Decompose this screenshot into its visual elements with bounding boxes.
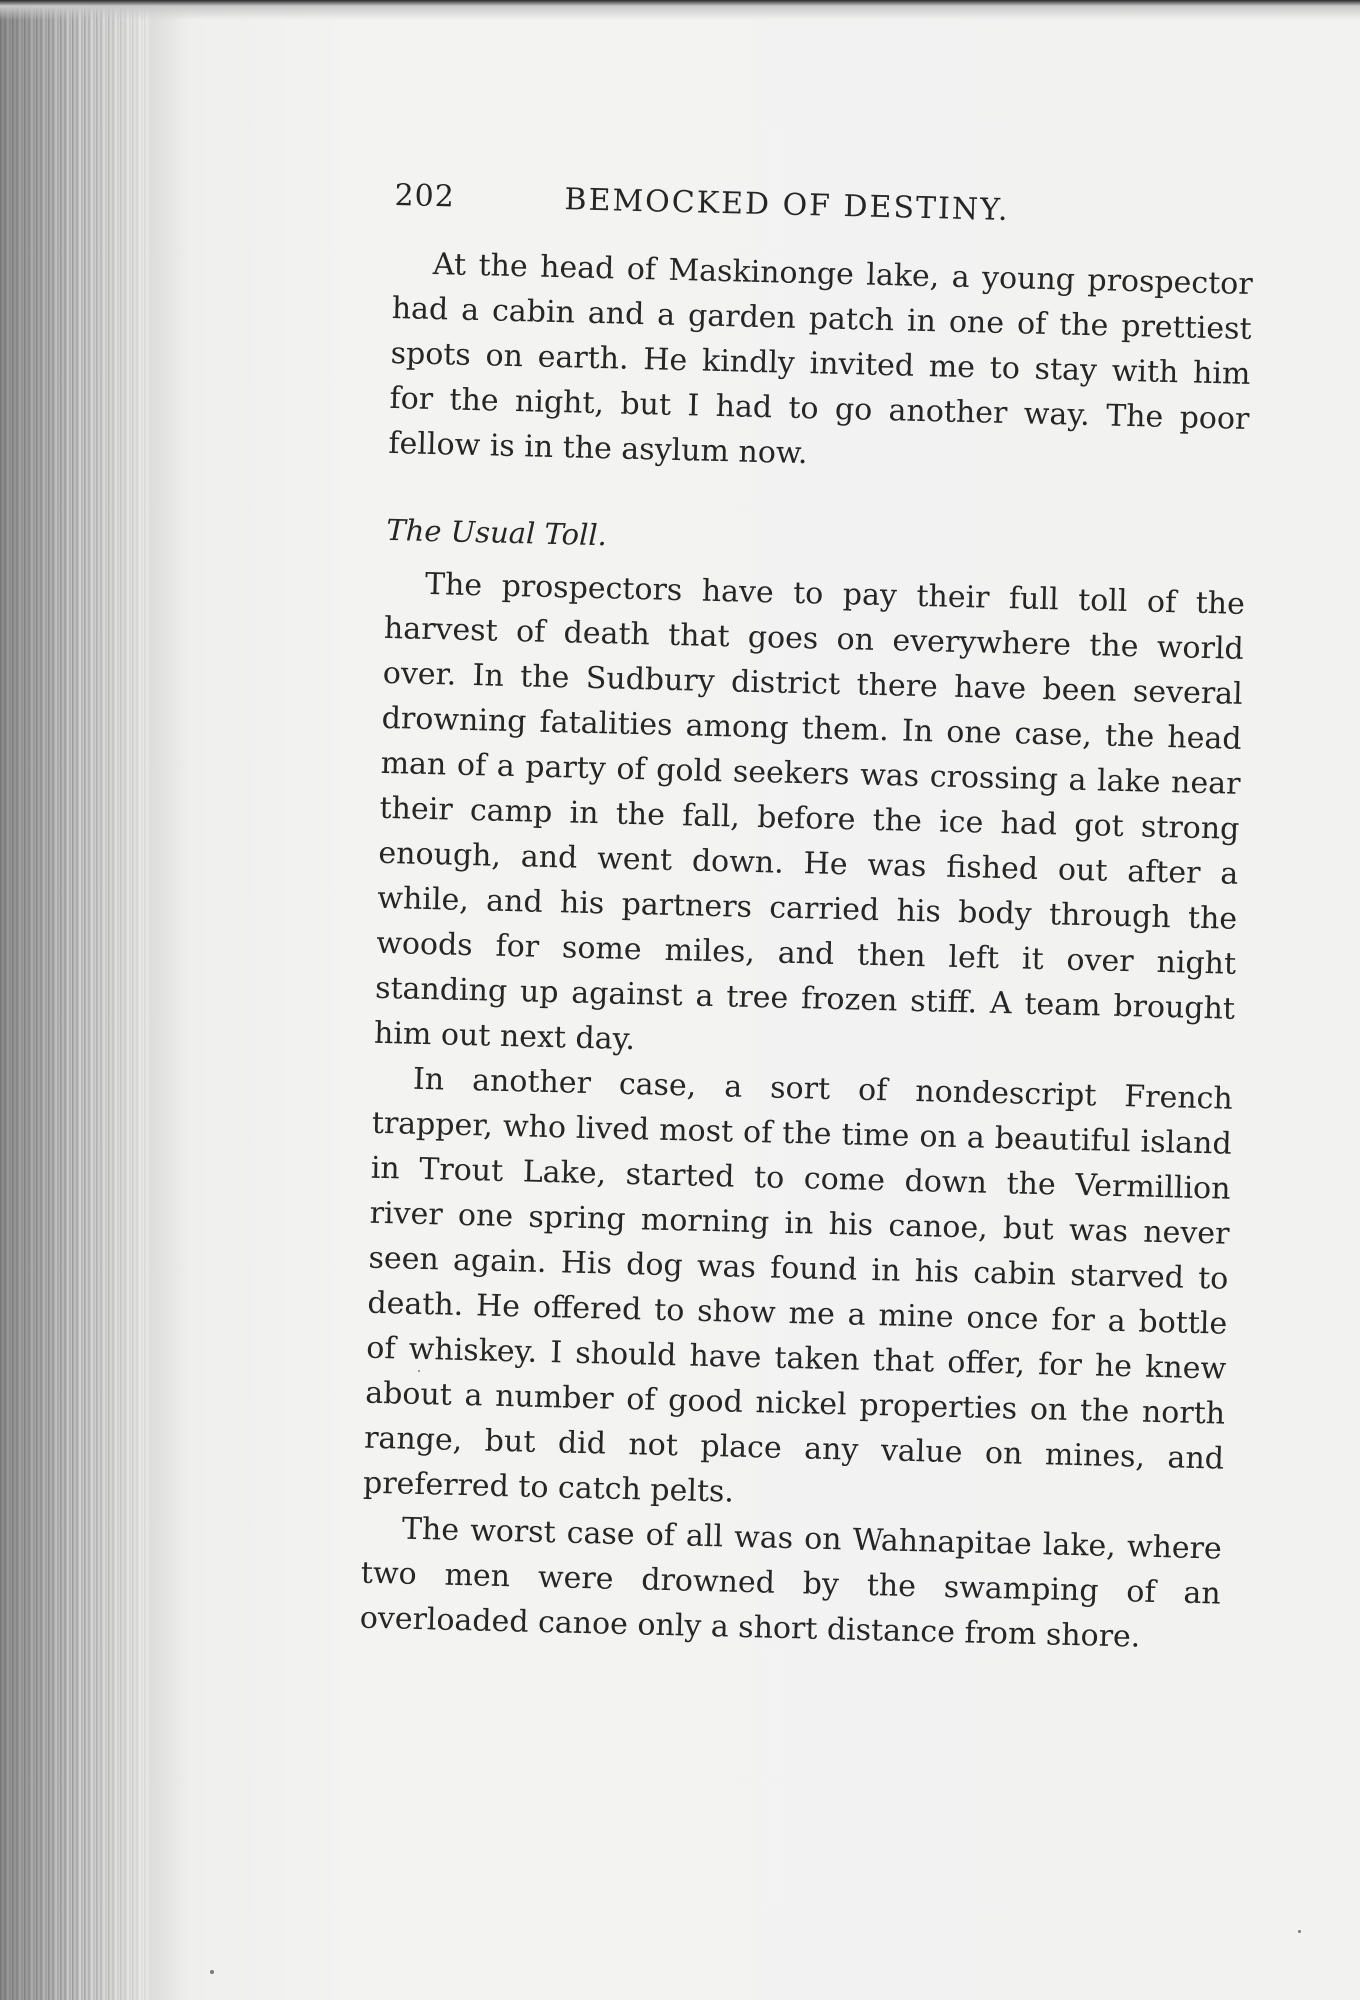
paragraph-maskinonge: At the head of Maskinonge lake, a young prospector had a cabin and a garden patch in one of the prettiest spots on earth. He kindly invited me to stay with him for the night, but I had to go another way. The poor fellow is in the asylum now. (388, 246, 1254, 472)
paragraph-french-trapper: In another case, a sort of nondescript French trapper, who lived most of the time on a beautiful island in Trout Lake, started to come down the Vermillion river one spring morning in his canoe, but was never seen again. His dog was found in his cabin starved to death. He offered to show me a mine once for a bottle of whiskey. I should have taken that offer, for he knew about a number of good nickel properties on the north range, but did not place any value on mines, and preferred to catch pelts. (362, 1061, 1234, 1510)
scan-top-shadow (0, 0, 1360, 20)
page-text (359, 178, 1254, 1662)
page-number: 202 (394, 178, 456, 215)
paragraph-wahnapitae: The worst case of all was on Wahnapitae lake, where two men were drowned by the swamping of an overloaded canoe only a short distance from shore. (359, 1511, 1223, 1655)
paragraph-usual-toll: The prospectors have to pay their full toll of the harvest of death that goes on everywhere the world over. In the Sudbury district there have been several drowning fatalities among them. In one case, the head man of a party of gold seekers was crossing a lake near their camp in the fall, before the ice had got strong enough, and went down. He was fished out after a while, and his partners carried his body through the woods for some miles, and then left it over night standing up against a tree frozen stiff. A team brought him out next day. (373, 566, 1246, 1058)
book-page-edges (0, 0, 160, 2000)
section-heading: The Usual Toll. (385, 512, 608, 553)
running-title: BEMOCKED OF DESTINY. (564, 182, 1010, 229)
